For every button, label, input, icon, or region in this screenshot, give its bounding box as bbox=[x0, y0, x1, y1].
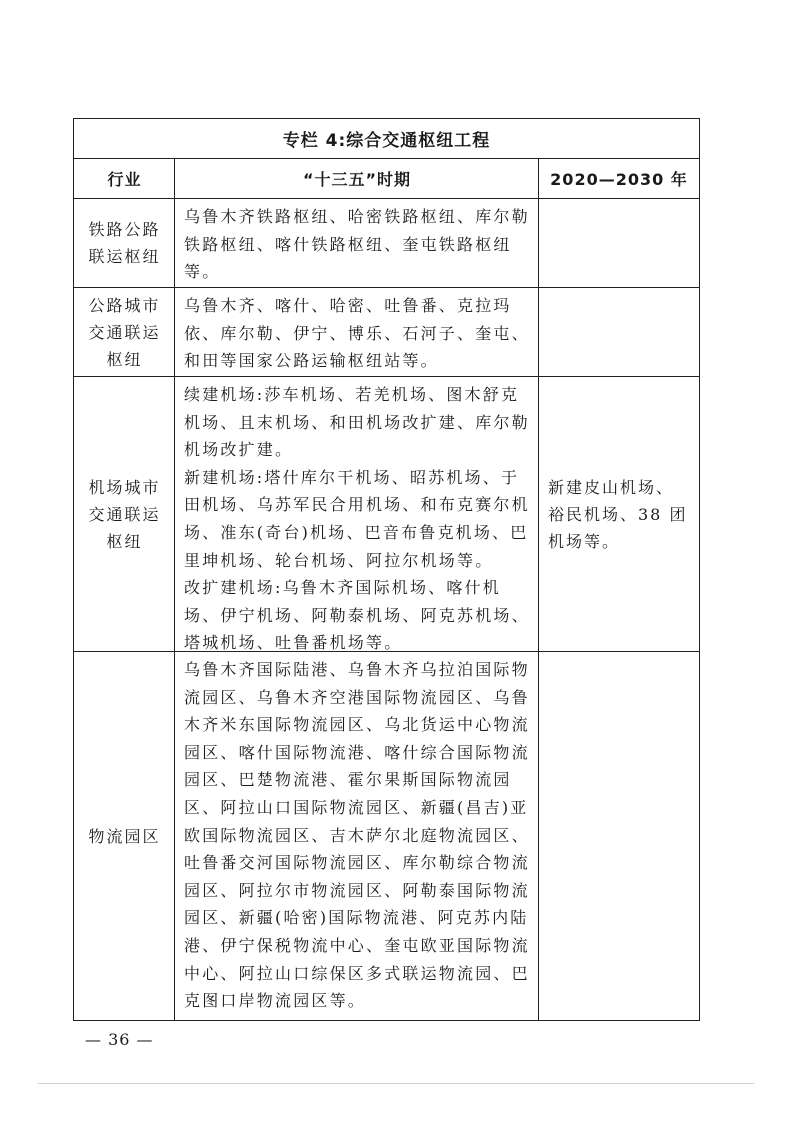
row-plan bbox=[175, 377, 539, 651]
table-title: 专栏 4:综合交通枢纽工程 bbox=[74, 119, 699, 159]
table-row bbox=[74, 377, 699, 652]
plan-paragraph: 乌鲁木齐国际陆港、乌鲁木齐乌拉泊国际物流园区、乌鲁木齐空港国际物流园区、乌鲁木齐米东国际物流园区、乌北货运中心物流园区、喀什国际物流港、喀什综合国际物流园区、巴楚物流港、霍尔果斯国际物流园区、阿拉山口国际物流园区、新疆(昌吉)亚欧国际物流园区、吉木萨尔北庭物流园区、吐鲁番交河国际物流园区、库尔勒综合物流园区、阿拉尔市物流园区、阿勒泰国际物流园区、新疆(哈密)国际物流港、阿克苏内陆港、伊宁保税物流中心、奎屯欧亚国际物流中心、阿拉山口综保区多式联运物流园、巴克图口岸物流园区等。 bbox=[184, 660, 530, 1011]
table-row bbox=[74, 652, 699, 1020]
row-future bbox=[539, 652, 699, 1020]
project-table bbox=[73, 118, 700, 1021]
plan-paragraph: 乌鲁木齐、喀什、哈密、吐鲁番、克拉玛依、库尔勒、伊宁、博乐、石河子、奎屯、和田等国家公路运输枢纽站等。 bbox=[184, 296, 530, 371]
header-period-13th-five-year: “十三五”时期 bbox=[302, 169, 412, 189]
header-industry: 行业 bbox=[107, 169, 142, 189]
row-category: 铁路公路联运枢纽 bbox=[88, 220, 161, 266]
row-plan bbox=[175, 652, 539, 1020]
table-row bbox=[74, 199, 699, 288]
page-number: — 36 — bbox=[85, 1030, 154, 1049]
row-plan bbox=[175, 288, 539, 376]
row-category: 公路城市交通联运枢纽 bbox=[88, 295, 161, 369]
row-plan bbox=[175, 199, 539, 287]
plan-paragraph: 改扩建机场:乌鲁木齐国际机场、喀什机场、伊宁机场、阿勒泰机场、阿克苏机场、塔城机场、吐鲁番机场等。 bbox=[184, 578, 530, 653]
plan-paragraph: 新建机场:塔什库尔干机场、昭苏机场、于田机场、乌苏军民合用机场、和布克赛尔机场、准东(奇台)机场、巴音布鲁克机场、巴里坤机场、轮台机场、阿拉尔机场等。 bbox=[184, 467, 530, 570]
plan-paragraph: 乌鲁木齐铁路枢纽、哈密铁路枢纽、库尔勒铁路枢纽、喀什铁路枢纽、奎屯铁路枢纽等。 bbox=[184, 207, 530, 282]
row-category: 机场城市交通联运枢纽 bbox=[88, 477, 161, 551]
table-row bbox=[74, 288, 699, 377]
header-period-2020-2030: 2020—2030 年 bbox=[550, 169, 688, 189]
row-future: 新建皮山机场、裕民机场、38 团机场等。 bbox=[548, 477, 688, 551]
row-future bbox=[539, 199, 699, 287]
plan-paragraph: 续建机场:莎车机场、若羌机场、图木舒克机场、且末机场、和田机场改扩建、库尔勒机场改扩建。 bbox=[184, 385, 530, 460]
header-row bbox=[74, 158, 699, 199]
row-category: 物流园区 bbox=[88, 826, 161, 846]
row-future bbox=[539, 288, 699, 376]
page-bottom-rule bbox=[38, 1083, 754, 1084]
